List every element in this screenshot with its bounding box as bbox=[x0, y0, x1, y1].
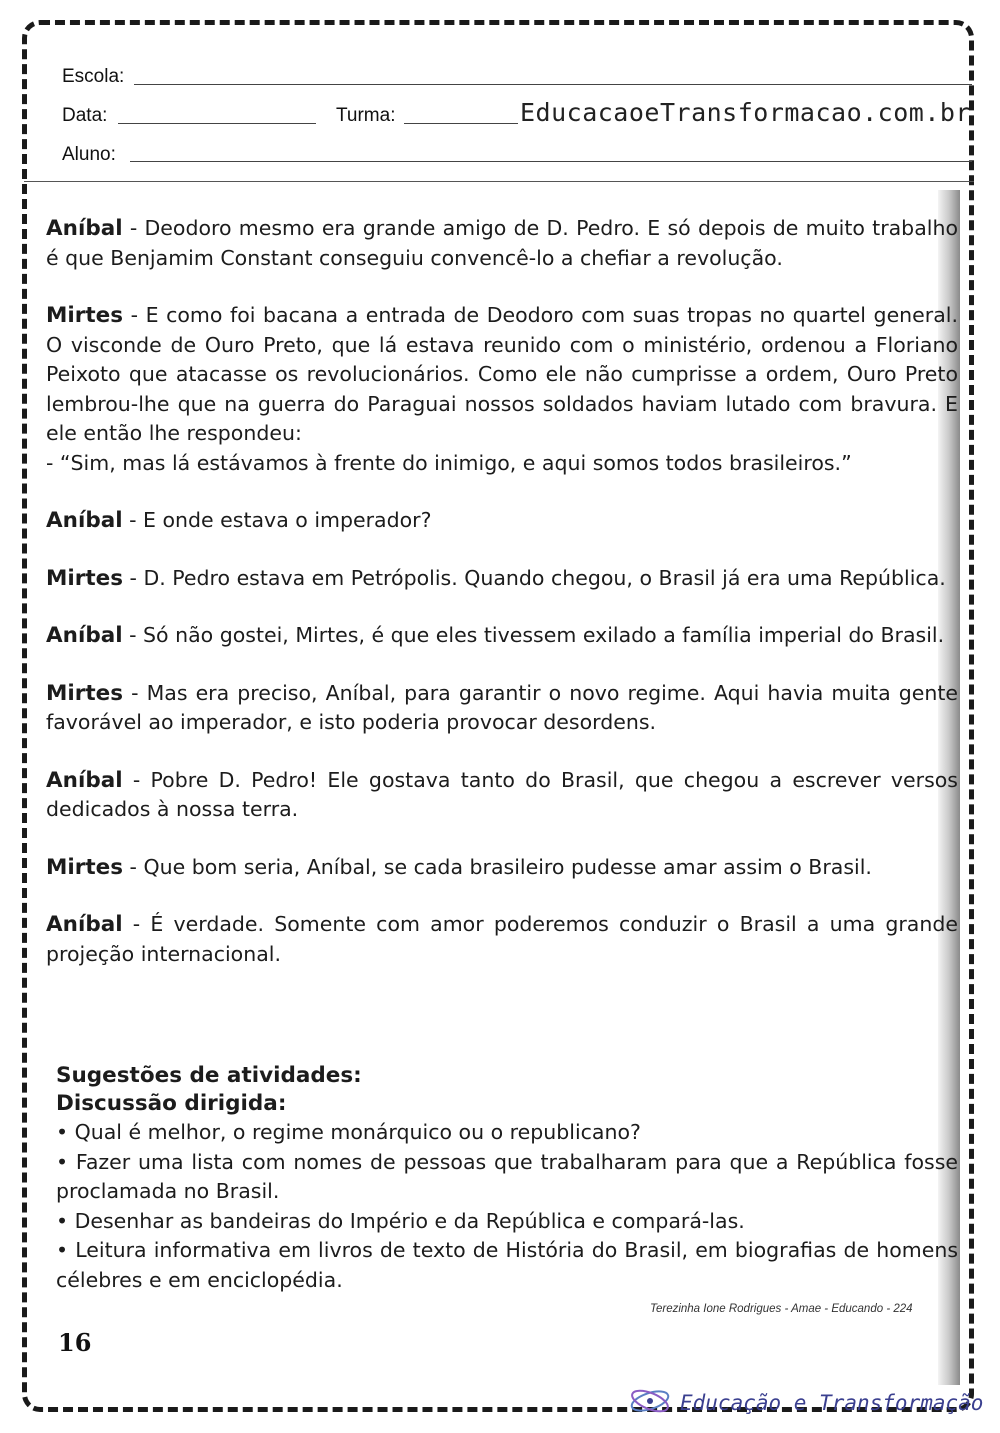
speech-text: - Só não gostei, Mirtes, é que eles tivessem exilado a família imperial do Brasil. bbox=[122, 623, 945, 647]
brand-name: Educação e Transformação bbox=[680, 1391, 984, 1415]
orbit-logo-icon bbox=[628, 1385, 672, 1421]
page-number: 16 bbox=[58, 1328, 92, 1357]
dialogue-line bbox=[46, 910, 958, 969]
speech-text: - E onde estava o imperador? bbox=[122, 508, 432, 532]
class-field bbox=[404, 123, 518, 124]
speaker-name: Mirtes bbox=[46, 303, 124, 328]
date-label: Data: bbox=[62, 105, 108, 126]
activities-subtitle: Discussão dirigida: bbox=[56, 1091, 287, 1116]
activities-section bbox=[56, 1062, 958, 1295]
school-label: Escola: bbox=[62, 66, 125, 87]
dialogue bbox=[46, 214, 958, 997]
dialogue-line bbox=[46, 679, 958, 738]
speaker-name: Aníbal bbox=[46, 216, 123, 241]
student-field bbox=[130, 161, 972, 162]
school-field bbox=[134, 84, 972, 85]
speaker-name: Mirtes bbox=[46, 565, 124, 591]
speaker-name: Aníbal bbox=[46, 767, 123, 793]
speech-text: - Pobre D. Pedro! Ele gostava tanto do Brasil, que chegou a escrever versos dedicados à nossa terra. bbox=[46, 767, 958, 821]
dialogue-line bbox=[46, 564, 958, 594]
source-credit: Terezinha Ione Rodrigues - Amae - Educando - 224 bbox=[650, 1303, 913, 1315]
header-separator bbox=[24, 181, 974, 182]
activity-item: • Desenhar as bandeiras do Império e da República e compará-las. bbox=[56, 1208, 745, 1233]
student-label: Aluno: bbox=[62, 144, 116, 165]
speech-text: - Mas era preciso, Aníbal, para garantir o novo regime. Aqui havia muita gente favorável ao imperador, e isto poderia provocar desordens. bbox=[46, 680, 958, 734]
speaker-name: Aníbal bbox=[46, 508, 123, 533]
speech-text: - E como foi bacana a entrada de Deodoro com suas tropas no quartel general. O visconde de Ouro Preto, que lá estava reunido com o ministério, ordenou a Floriano Peixoto que atacasse os revolucionários. Como ele não cumprisse a ordem, Ouro Preto lembrou-lhe que na guerra do Paraguai nossos soldados haviam lutado com bravura. E ele então lhe respondeu: bbox=[46, 303, 958, 445]
activity-item: • Leitura informativa em livros de texto de História do Brasil, em biografias de homens célebres e em enciclopédia. bbox=[56, 1238, 958, 1292]
site-watermark: EducacaoeTransformacao.com.br bbox=[520, 98, 971, 127]
class-label: Turma: bbox=[336, 105, 396, 126]
dialogue-line bbox=[46, 621, 958, 651]
dialogue-line bbox=[46, 853, 958, 883]
activity-item: • Fazer uma lista com nomes de pessoas que trabalharam para que a República fosse proclamada no Brasil. bbox=[56, 1149, 958, 1203]
speaker-name: Aníbal bbox=[46, 623, 123, 648]
brand-footer bbox=[628, 1385, 983, 1421]
speaker-name: Mirtes bbox=[46, 854, 124, 880]
activities-title: Sugestões de atividades: bbox=[56, 1063, 362, 1088]
speech-text: - Deodoro mesmo era grande amigo de D. Pedro. E só depois de muito trabalho é que Benjamim Constant conseguiu convencê-lo a chefiar a revolução. bbox=[46, 216, 958, 270]
activity-item: • Qual é melhor, o regime monárquico ou o republicano? bbox=[56, 1120, 641, 1144]
dialogue-line bbox=[46, 506, 958, 536]
date-field bbox=[118, 123, 316, 124]
dialogue-line bbox=[46, 301, 958, 478]
speech-text: - D. Pedro estava em Petrópolis. Quando chegou, o Brasil já era uma República. bbox=[123, 565, 946, 590]
speaker-name: Aníbal bbox=[46, 912, 123, 937]
speech-text: - É verdade. Somente com amor poderemos conduzir o Brasil a uma grande projeção internacional. bbox=[46, 912, 958, 966]
dialogue-line bbox=[46, 766, 958, 825]
dialogue-line bbox=[46, 214, 958, 273]
speech-quote: - “Sim, mas lá estávamos à frente do inimigo, e aqui somos todos brasileiros.” bbox=[46, 450, 852, 475]
speaker-name: Mirtes bbox=[46, 680, 124, 706]
speech-text: - Que bom seria, Aníbal, se cada brasileiro pudesse amar assim o Brasil. bbox=[123, 854, 872, 879]
